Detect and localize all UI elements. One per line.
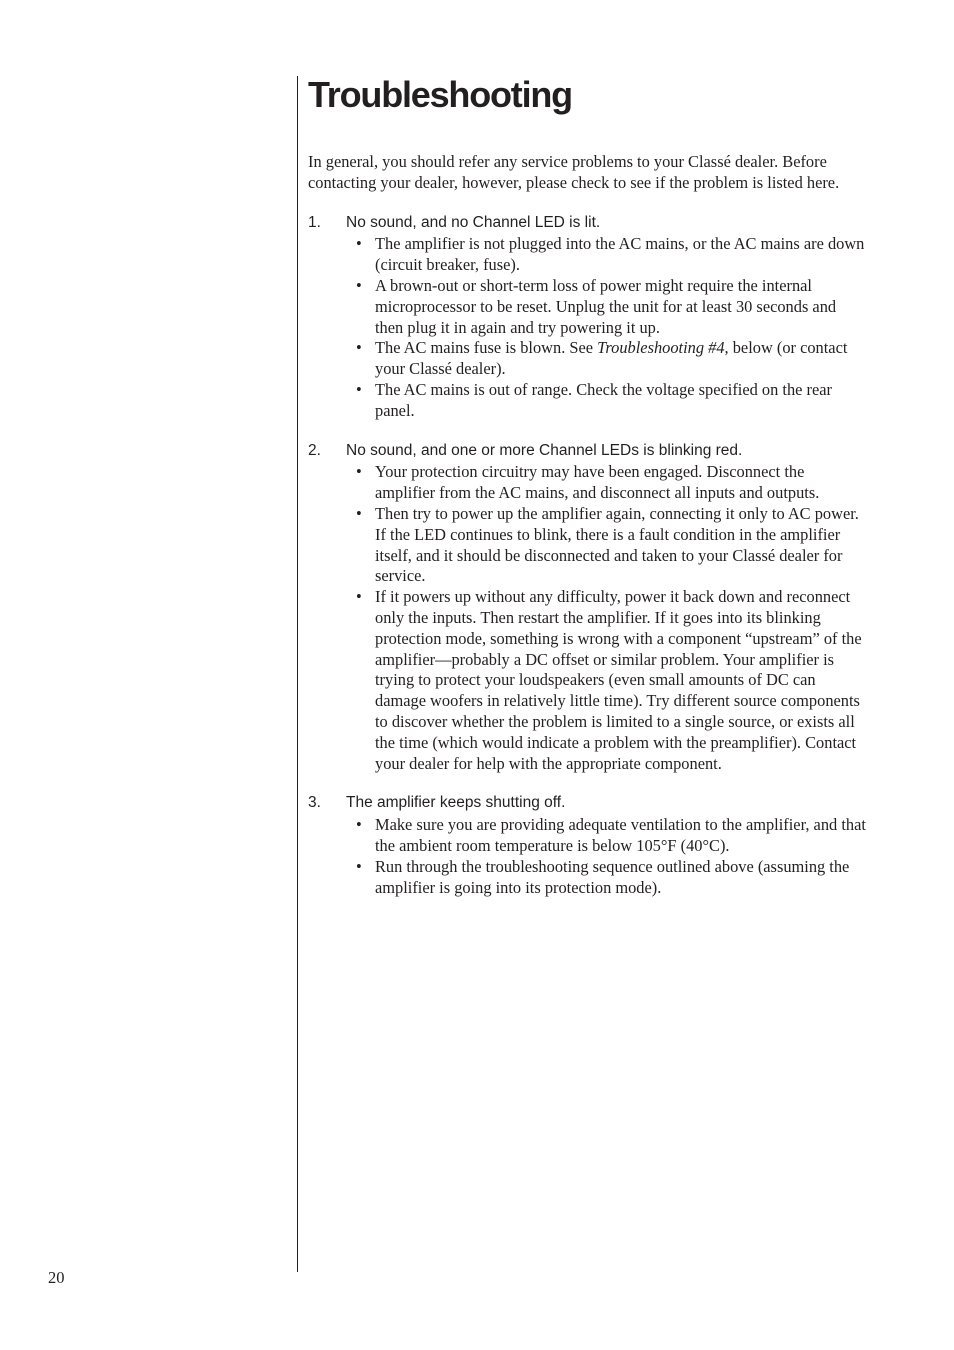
section-title: No sound, and one or more Channel LEDs is blinking red. xyxy=(346,441,743,459)
list-item-text: If it powers up without any difficulty, power it back down and reconnect only the inputs. Then restart the amplifier. If it goes into its blinking protection mode, something is wrong with a component “upstream” of the amplifier—probably a DC offset or similar problem. Your amplifier is trying to protect your loudspeakers (even small amounts of DC can damage woofers in relatively little time). Try different source components to discover whether the problem is limited to a single source, or exists all the time (which would indicate a problem with the preamplifier). Contact your dealer for help with the appropriate component. xyxy=(375,587,862,773)
intro-paragraph: In general, you should refer any service problems to your Classé dealer. Before contacting your dealer, however, please check to see if the problem is listed here. xyxy=(308,152,840,192)
section-number: 2. xyxy=(308,441,321,459)
list-item-text-before: The AC mains fuse is blown. See xyxy=(375,338,598,358)
section-3 xyxy=(308,793,868,898)
list-item-text xyxy=(375,338,847,378)
list-item xyxy=(356,815,868,857)
section-heading xyxy=(308,441,868,462)
section-title: No sound, and no Channel LED is lit. xyxy=(346,213,601,231)
list-item xyxy=(356,503,868,587)
list-item xyxy=(356,275,868,338)
bullet-list xyxy=(308,815,868,898)
list-item-text: Run through the troubleshooting sequence outlined above (assuming the amplifier is going into its protection mode). xyxy=(375,856,850,897)
page-number: 20 xyxy=(48,1268,65,1287)
bullet-icon: • xyxy=(356,856,362,876)
list-item-text-after: , below (or contact your Classé dealer). xyxy=(375,338,848,379)
list-item xyxy=(356,856,868,899)
section-number: 3. xyxy=(308,794,321,812)
list-item xyxy=(356,587,868,774)
bullet-icon: • xyxy=(356,379,362,399)
section-2 xyxy=(308,441,868,775)
list-item xyxy=(356,338,868,380)
list-item xyxy=(356,462,868,504)
section-title: The amplifier keeps shutting off. xyxy=(346,794,566,812)
main-content xyxy=(308,152,868,917)
section-heading xyxy=(308,213,868,234)
section-heading xyxy=(308,793,868,814)
section-number: 1. xyxy=(308,213,321,231)
bullet-icon: • xyxy=(356,338,362,358)
vertical-rule xyxy=(297,76,298,1272)
bullet-icon: • xyxy=(356,587,362,607)
list-item-text: Your protection circuitry may have been engaged. Disconnect the amplifier from the AC mains, and disconnect all inputs and outputs. xyxy=(375,462,820,503)
list-item-text: A brown-out or short-term loss of power might require the internal microprocessor to be reset. Unplug the unit for at least 30 seconds and then plug it in again and try powering it up. xyxy=(375,275,837,337)
page-title: Troubleshooting xyxy=(308,74,572,115)
bullet-list xyxy=(308,234,868,421)
bullet-list xyxy=(308,462,868,774)
section-1 xyxy=(308,213,868,422)
list-item-text: Then try to power up the amplifier again, connecting it only to AC power. If the LED continues to blink, there is a fault condition in the amplifier itself, and it should be disconnected and taken to your Classé dealer for service. xyxy=(375,503,859,586)
list-item-text: The amplifier is not plugged into the AC mains, or the AC mains are down (circuit breaker, fuse). xyxy=(375,234,865,275)
cross-reference: Troubleshooting #4 xyxy=(597,338,725,358)
list-item xyxy=(356,379,868,422)
bullet-icon: • xyxy=(356,462,362,482)
list-item xyxy=(356,234,868,276)
list-item-text: Make sure you are providing adequate ventilation to the amplifier, and that the ambient room temperature is below 105°F (40°C). xyxy=(375,815,866,855)
bullet-icon: • xyxy=(356,234,362,254)
bullet-icon: • xyxy=(356,275,362,295)
bullet-icon: • xyxy=(356,815,362,835)
list-item-text: The AC mains is out of range. Check the voltage specified on the rear panel. xyxy=(375,379,832,420)
bullet-icon: • xyxy=(356,503,362,523)
